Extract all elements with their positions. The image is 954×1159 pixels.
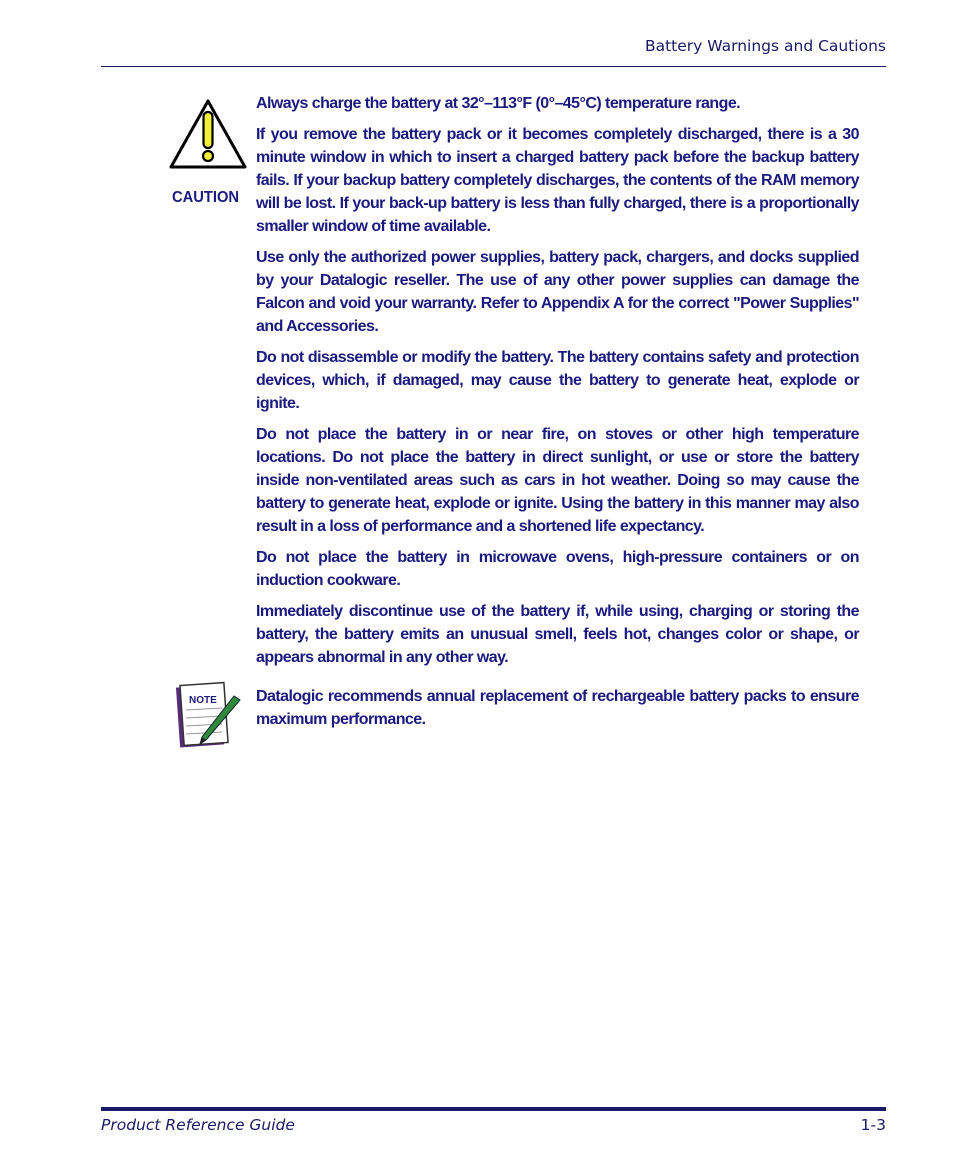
caution-paragraph: Always charge the battery at 32°–113°F (0°–45°C) temperature range. (256, 95, 741, 112)
caution-paragraph: Immediately discontinue use of the battery if, while using, charging or storing the battery, the battery emits an unusual smell, feels hot, changes color or shape, or appears abnormal in any other way. (256, 603, 859, 666)
note-paragraph: Datalogic recommends annual replacement of rechargeable battery packs to ensure maximum performance. (256, 688, 859, 728)
footer-divider (101, 1107, 886, 1111)
caution-label: CAUTION (172, 189, 240, 206)
caution-text-block (256, 92, 859, 677)
footer-page-number: 1-3 (860, 1116, 886, 1134)
header-divider (101, 66, 886, 67)
running-header-title: Battery Warnings and Cautions (644, 37, 886, 55)
note-text-block (256, 685, 859, 739)
caution-paragraph: Do not place the battery in microwave ovens, high-pressure containers or on induction cookware. (256, 549, 859, 589)
note-pad-icon (176, 680, 242, 750)
caution-paragraph: If you remove the battery pack or it becomes completely discharged, there is a 30 minute window in which to insert a charged battery pack before the backup battery fails. If your backup battery completely discharges, the contents of the RAM memory will be lost. If your back-up battery is less than fully charged, there is a proportionally smaller window of time available. (256, 126, 859, 235)
caution-paragraph: Do not disassemble or modify the battery. The battery contains safety and protection devices, which, if damaged, may cause the battery to generate heat, explode or ignite. (256, 349, 859, 412)
caution-triangle-icon (168, 98, 248, 170)
caution-paragraph: Do not place the battery in or near fire, on stoves or other high temperature locations. Do not place the battery in direct sunlight, or use or store the battery inside non-ventilated areas such as cars in hot weather. Doing so may cause the battery to generate heat, explode or ignite. Using the battery in this manner may also result in a loss of performance and a shortened life expectancy. (256, 426, 859, 535)
caution-paragraph: Use only the authorized power supplies, battery pack, chargers, and docks supplied by your Datalogic reseller. The use of any other power supplies can damage the Falcon and void your warranty. Refer to Appendix A for the correct "Power Supplies" and Accessories. (256, 249, 859, 335)
footer-guide-title: Product Reference Guide (101, 1116, 295, 1134)
note-icon-label: NOTE (189, 695, 217, 706)
